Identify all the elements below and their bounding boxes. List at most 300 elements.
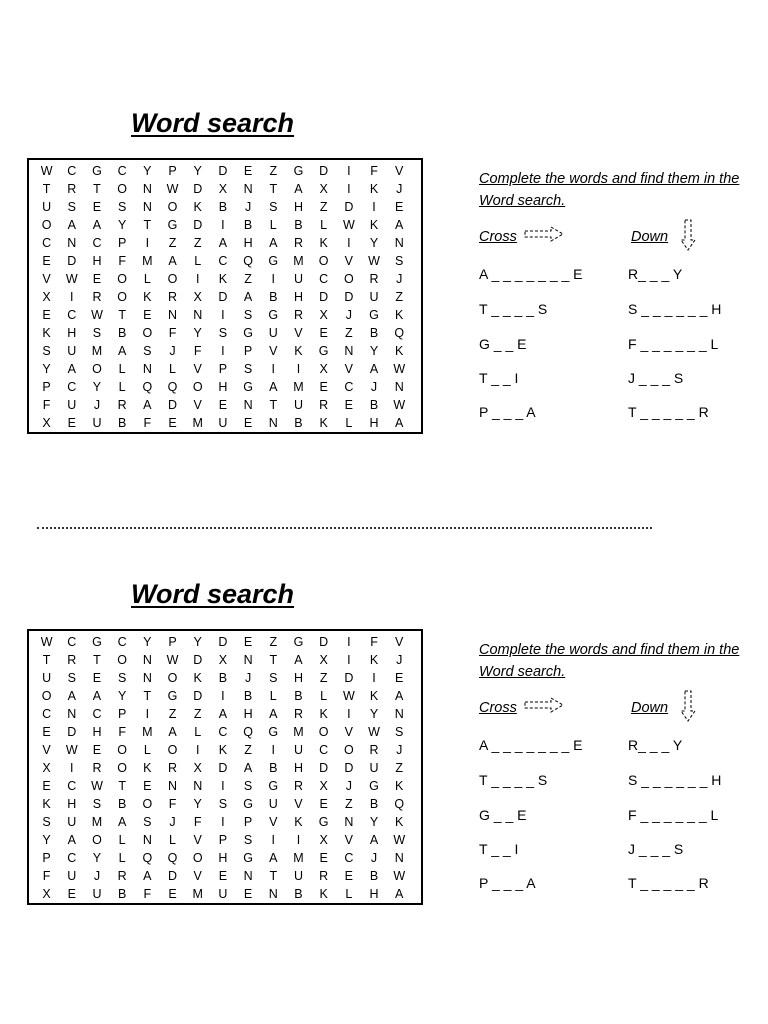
grid-letter: J: [370, 380, 378, 394]
word-search-grid: [27, 158, 423, 434]
grid-letter: Z: [395, 761, 404, 775]
grid-letter: G: [318, 815, 329, 829]
grid-letter: E: [168, 887, 177, 901]
grid-letter: C: [67, 380, 77, 394]
grid-letter: W: [342, 218, 355, 232]
grid-letter: G: [243, 851, 253, 865]
grid-letter: E: [243, 416, 253, 430]
grid-letter: Y: [42, 833, 51, 847]
grid-letter: N: [142, 671, 152, 685]
grid-letter: S: [143, 344, 152, 358]
grid-letter: X: [319, 362, 328, 376]
grid-letter: N: [67, 707, 77, 721]
grid-letter: Y: [193, 797, 202, 811]
grid-letter: G: [293, 164, 304, 178]
grid-letter: U: [293, 398, 303, 412]
grid-letter: D: [193, 653, 203, 667]
grid-letter: E: [395, 200, 404, 214]
grid-letter: C: [92, 236, 102, 250]
grid-letter: B: [243, 218, 253, 232]
grid-letter: N: [168, 308, 178, 322]
grid-row: [34, 687, 412, 705]
grid-letter: K: [319, 887, 328, 901]
grid-letter: I: [347, 707, 351, 721]
grid-letter: Y: [143, 164, 152, 178]
grid-letter: K: [143, 290, 152, 304]
grid-letter: D: [319, 761, 329, 775]
grid-letter: H: [243, 707, 253, 721]
grid-letter: V: [42, 743, 51, 757]
grid-letter: A: [67, 218, 76, 232]
grid-letter: U: [369, 290, 379, 304]
grid-letter: A: [269, 236, 278, 250]
grid-letter: P: [42, 851, 51, 865]
grid-row: [34, 759, 412, 777]
grid-letter: G: [369, 779, 379, 793]
grid-letter: A: [67, 362, 76, 376]
grid-letter: D: [168, 869, 178, 883]
grid-letter: R: [369, 743, 379, 757]
grid-letter: D: [218, 635, 228, 649]
grid-letter: D: [344, 200, 354, 214]
grid-letter: O: [117, 653, 128, 667]
grid-letter: H: [243, 236, 253, 250]
grid-letter: B: [243, 689, 253, 703]
grid-row: [34, 162, 412, 180]
grid-letter: C: [117, 164, 127, 178]
grid-letter: R: [369, 272, 379, 286]
grid-letter: V: [344, 254, 354, 268]
grid-letter: L: [320, 218, 328, 232]
grid-letter: L: [118, 362, 126, 376]
grid-letter: N: [394, 380, 404, 394]
grid-letter: F: [193, 344, 202, 358]
cross-clue: T _ _ _ _ S: [479, 301, 548, 317]
grid-letter: L: [143, 272, 151, 286]
down-label: Down: [631, 229, 669, 245]
grid-letter: E: [92, 743, 102, 757]
grid-letter: I: [347, 182, 351, 196]
grid-letter: E: [143, 779, 152, 793]
grid-letter: D: [319, 290, 329, 304]
grid-letter: W: [65, 272, 78, 286]
grid-letter: I: [372, 200, 376, 214]
grid-letter: A: [168, 725, 177, 739]
grid-letter: U: [67, 869, 77, 883]
grid-letter: L: [345, 416, 353, 430]
grid-row: [34, 288, 412, 306]
grid-letter: I: [221, 815, 225, 829]
grid-letter: J: [244, 671, 252, 685]
grid-letter: E: [143, 308, 152, 322]
grid-letter: F: [143, 416, 152, 430]
grid-letter: D: [193, 182, 203, 196]
grid-letter: B: [294, 218, 303, 232]
grid-letter: E: [344, 869, 354, 883]
grid-letter: V: [269, 815, 278, 829]
grid-letter: G: [243, 326, 253, 340]
grid-letter: R: [293, 707, 303, 721]
grid-letter: N: [142, 200, 152, 214]
grid-letter: T: [118, 308, 126, 322]
grid-letter: I: [271, 743, 276, 757]
grid-row: [34, 651, 412, 669]
grid-letter: G: [92, 635, 102, 649]
grid-letter: B: [369, 797, 379, 811]
grid-letter: Q: [167, 851, 178, 865]
grid-letter: D: [319, 164, 329, 178]
grid-row: [34, 216, 412, 234]
grid-row: [34, 831, 412, 849]
grid-letter: L: [169, 362, 176, 376]
grid-letter: N: [394, 707, 404, 721]
grid-letter: N: [142, 833, 152, 847]
down-clue: T _ _ _ _ _ R: [628, 875, 709, 891]
down-clue: R_ _ _ Y: [628, 737, 683, 753]
grid-letter: H: [293, 761, 303, 775]
grid-letter: J: [93, 398, 101, 412]
grid-letter: Z: [244, 743, 252, 757]
grid-row: [34, 270, 412, 288]
grid-letter: A: [243, 290, 253, 304]
grid-letter: S: [218, 797, 228, 811]
grid-letter: U: [293, 869, 303, 883]
grid-letter: R: [117, 869, 127, 883]
grid-letter: D: [193, 689, 203, 703]
grid-letter: I: [145, 707, 150, 721]
grid-letter: V: [294, 797, 303, 811]
grid-row: [34, 342, 412, 360]
grid-letter: T: [42, 653, 51, 667]
grid-letter: M: [91, 344, 103, 358]
grid-letter: I: [221, 308, 225, 322]
grid-letter: V: [193, 362, 202, 376]
grid-letter: Z: [345, 797, 353, 811]
grid-letter: O: [41, 218, 52, 232]
grid-letter: U: [268, 326, 278, 340]
grid-letter: U: [42, 671, 52, 685]
grid-letter: I: [271, 272, 276, 286]
grid-letter: D: [344, 290, 354, 304]
grid-letter: J: [396, 182, 403, 196]
grid-letter: B: [369, 326, 379, 340]
grid-letter: B: [117, 797, 127, 811]
grid-letter: B: [294, 887, 303, 901]
grid-letter: M: [293, 725, 304, 739]
grid-letter: Z: [193, 707, 202, 721]
grid-letter: O: [117, 290, 128, 304]
word-search-grid: [27, 629, 423, 905]
grid-letter: H: [67, 797, 77, 811]
grid-letter: M: [293, 851, 304, 865]
grid-letter: Q: [142, 380, 153, 394]
grid-letter: Q: [167, 380, 178, 394]
grid-letter: I: [70, 761, 74, 775]
grid-letter: K: [319, 707, 328, 721]
grid-letter: G: [318, 344, 329, 358]
grid-letter: R: [67, 653, 77, 667]
grid-letter: Y: [369, 815, 379, 829]
grid-letter: U: [369, 761, 379, 775]
grid-letter: X: [218, 653, 228, 667]
grid-letter: F: [193, 815, 202, 829]
grid-letter: Y: [369, 344, 379, 358]
grid-letter: L: [269, 689, 277, 703]
grid-letter: A: [218, 707, 228, 721]
grid-letter: I: [221, 344, 225, 358]
grid-letter: H: [92, 254, 102, 268]
grid-letter: K: [319, 416, 328, 430]
grid-letter: I: [372, 671, 376, 685]
grid-letter: C: [319, 272, 329, 286]
grid-letter: S: [92, 797, 102, 811]
grid-letter: T: [42, 182, 51, 196]
grid-row: [34, 378, 412, 396]
grid-letter: U: [293, 743, 303, 757]
grid-letter: A: [369, 833, 379, 847]
grid-letter: K: [42, 326, 51, 340]
grid-letter: K: [319, 236, 328, 250]
grid-letter: Z: [269, 164, 278, 178]
grid-letter: E: [92, 200, 102, 214]
grid-row: [34, 813, 412, 831]
grid-letter: L: [269, 218, 277, 232]
grid-letter: Y: [92, 380, 102, 394]
grid-row: [34, 252, 412, 270]
grid-letter: O: [343, 272, 354, 286]
grid-letter: E: [319, 851, 328, 865]
grid-letter: K: [218, 272, 228, 286]
grid-letter: H: [369, 887, 379, 901]
grid-letter: X: [218, 182, 228, 196]
down-arrow-icon: [680, 689, 696, 723]
grid-letter: E: [319, 380, 328, 394]
grid-letter: C: [42, 707, 52, 721]
grid-letter: B: [117, 887, 127, 901]
grid-letter: P: [117, 707, 127, 721]
grid-letter: N: [243, 653, 253, 667]
grid-letter: Z: [193, 236, 202, 250]
grid-letter: S: [117, 200, 127, 214]
grid-letter: X: [42, 761, 51, 775]
grid-letter: Y: [369, 707, 379, 721]
grid-letter: A: [395, 416, 404, 430]
grid-row: [34, 849, 412, 867]
grid-letter: V: [344, 362, 354, 376]
cross-clue: P _ _ _ A: [479, 875, 536, 891]
cross-clue: T _ _ I: [479, 841, 519, 857]
grid-letter: D: [344, 761, 354, 775]
grid-letter: E: [319, 797, 328, 811]
grid-letter: X: [319, 653, 328, 667]
grid-letter: G: [243, 380, 253, 394]
grid-letter: I: [347, 653, 351, 667]
grid-letter: J: [93, 869, 101, 883]
grid-letter: E: [243, 164, 253, 178]
grid-letter: G: [92, 164, 102, 178]
grid-row: [34, 669, 412, 687]
grid-letter: Y: [92, 851, 102, 865]
grid-letter: T: [93, 182, 101, 196]
grid-letter: W: [166, 653, 179, 667]
grid-letter: P: [243, 815, 253, 829]
grid-letter: Y: [369, 236, 379, 250]
grid-letter: P: [168, 164, 177, 178]
grid-letter: M: [192, 416, 203, 430]
right-arrow-icon: [523, 697, 565, 713]
grid-letter: T: [269, 653, 278, 667]
grid-letter: T: [143, 689, 152, 703]
instructions-text: Complete the words and find them in the Word search.: [479, 171, 740, 209]
grid-letter: H: [293, 671, 303, 685]
grid-letter: C: [42, 236, 52, 250]
grid-letter: K: [369, 653, 379, 667]
grid-letter: E: [218, 869, 228, 883]
grid-letter: T: [269, 182, 278, 196]
grid-letter: N: [344, 344, 354, 358]
grid-letter: C: [117, 635, 127, 649]
grid-letter: W: [368, 725, 380, 739]
grid-letter: V: [395, 164, 404, 178]
grid-row: [34, 360, 412, 378]
down-clue: R_ _ _ Y: [628, 266, 683, 282]
grid-letter: O: [117, 182, 128, 196]
grid-letter: N: [168, 779, 178, 793]
page-title: Word search: [131, 108, 295, 138]
grid-letter: U: [218, 887, 228, 901]
grid-letter: S: [218, 326, 228, 340]
grid-letter: Q: [243, 725, 253, 739]
grid-letter: J: [169, 815, 176, 829]
grid-letter: S: [143, 815, 152, 829]
grid-letter: T: [118, 779, 126, 793]
grid-letter: K: [369, 182, 379, 196]
grid-letter: N: [193, 308, 203, 322]
grid-letter: A: [269, 707, 278, 721]
grid-letter: V: [42, 272, 51, 286]
grid-letter: N: [243, 182, 253, 196]
grid-letter: O: [117, 272, 128, 286]
grid-letter: E: [42, 254, 51, 268]
grid-letter: M: [293, 380, 304, 394]
grid-letter: U: [218, 416, 228, 430]
grid-letter: S: [243, 362, 253, 376]
grid-letter: L: [143, 743, 151, 757]
grid-letter: S: [243, 833, 253, 847]
grid-letter: I: [70, 290, 74, 304]
grid-letter: L: [118, 833, 126, 847]
grid-letter: J: [396, 743, 403, 757]
grid-row: [34, 777, 412, 795]
grid-letter: L: [194, 725, 202, 739]
grid-letter: Y: [193, 635, 202, 649]
grid-letter: K: [395, 344, 404, 358]
grid-letter: L: [118, 380, 126, 394]
grid-row: [34, 867, 412, 885]
grid-letter: Q: [142, 851, 153, 865]
grid-letter: A: [395, 689, 404, 703]
grid-letter: J: [244, 200, 252, 214]
down-label: Down: [631, 700, 669, 716]
grid-letter: Y: [117, 689, 127, 703]
grid-letter: B: [117, 326, 127, 340]
grid-letter: E: [42, 725, 51, 739]
grid-letter: F: [143, 887, 152, 901]
down-clue: F _ _ _ _ _ _ L: [628, 336, 719, 352]
grid-row: [34, 633, 412, 651]
grid-letter: I: [347, 164, 351, 178]
grid-letter: N: [268, 887, 278, 901]
grid-letter: C: [67, 164, 77, 178]
grid-letter: Y: [42, 362, 51, 376]
grid-letter: C: [67, 779, 77, 793]
grid-letter: M: [91, 815, 103, 829]
grid-letter: I: [221, 689, 225, 703]
grid-letter: I: [347, 635, 351, 649]
grid-letter: O: [318, 254, 329, 268]
grid-letter: K: [369, 689, 379, 703]
grid-letter: K: [395, 779, 404, 793]
cross-clue: G _ _ E: [479, 336, 527, 352]
grid-row: [34, 795, 412, 813]
grid-letter: L: [320, 689, 328, 703]
grid-letter: A: [168, 254, 177, 268]
grid-letter: K: [395, 815, 404, 829]
grid-letter: O: [142, 326, 153, 340]
grid-letter: N: [193, 779, 203, 793]
grid-letter: I: [271, 362, 276, 376]
grid-letter: I: [347, 236, 351, 250]
grid-letter: O: [117, 743, 128, 757]
grid-letter: D: [319, 635, 329, 649]
grid-letter: D: [344, 671, 354, 685]
grid-letter: S: [269, 671, 278, 685]
grid-letter: W: [91, 779, 103, 793]
grid-letter: V: [193, 869, 202, 883]
grid-letter: A: [269, 380, 278, 394]
grid-letter: Z: [269, 635, 278, 649]
grid-letter: T: [143, 218, 152, 232]
grid-letter: H: [218, 851, 228, 865]
grid-letter: P: [117, 236, 127, 250]
grid-letter: M: [192, 887, 203, 901]
grid-letter: A: [117, 815, 127, 829]
grid-letter: E: [395, 671, 404, 685]
letter-grid: [34, 633, 412, 903]
grid-letter: P: [42, 380, 51, 394]
grid-letter: J: [345, 779, 352, 793]
grid-letter: D: [218, 761, 228, 775]
grid-letter: P: [243, 344, 253, 358]
cross-clue: A _ _ _ _ _ _ _ E: [479, 737, 583, 753]
grid-letter: N: [344, 815, 354, 829]
grid-letter: N: [142, 182, 152, 196]
grid-letter: N: [142, 362, 152, 376]
grid-letter: X: [319, 779, 328, 793]
grid-letter: S: [92, 326, 102, 340]
grid-letter: A: [218, 236, 228, 250]
grid-letter: G: [167, 689, 178, 703]
grid-letter: A: [92, 218, 102, 232]
grid-letter: O: [192, 380, 203, 394]
grid-row: [34, 396, 412, 414]
grid-letter: S: [243, 779, 253, 793]
grid-row: [34, 414, 412, 432]
cross-clue: T _ _ I: [479, 370, 519, 386]
grid-letter: G: [268, 308, 279, 322]
down-clue: S _ _ _ _ _ _ H: [628, 772, 722, 788]
cut-line-divider: [37, 527, 652, 529]
